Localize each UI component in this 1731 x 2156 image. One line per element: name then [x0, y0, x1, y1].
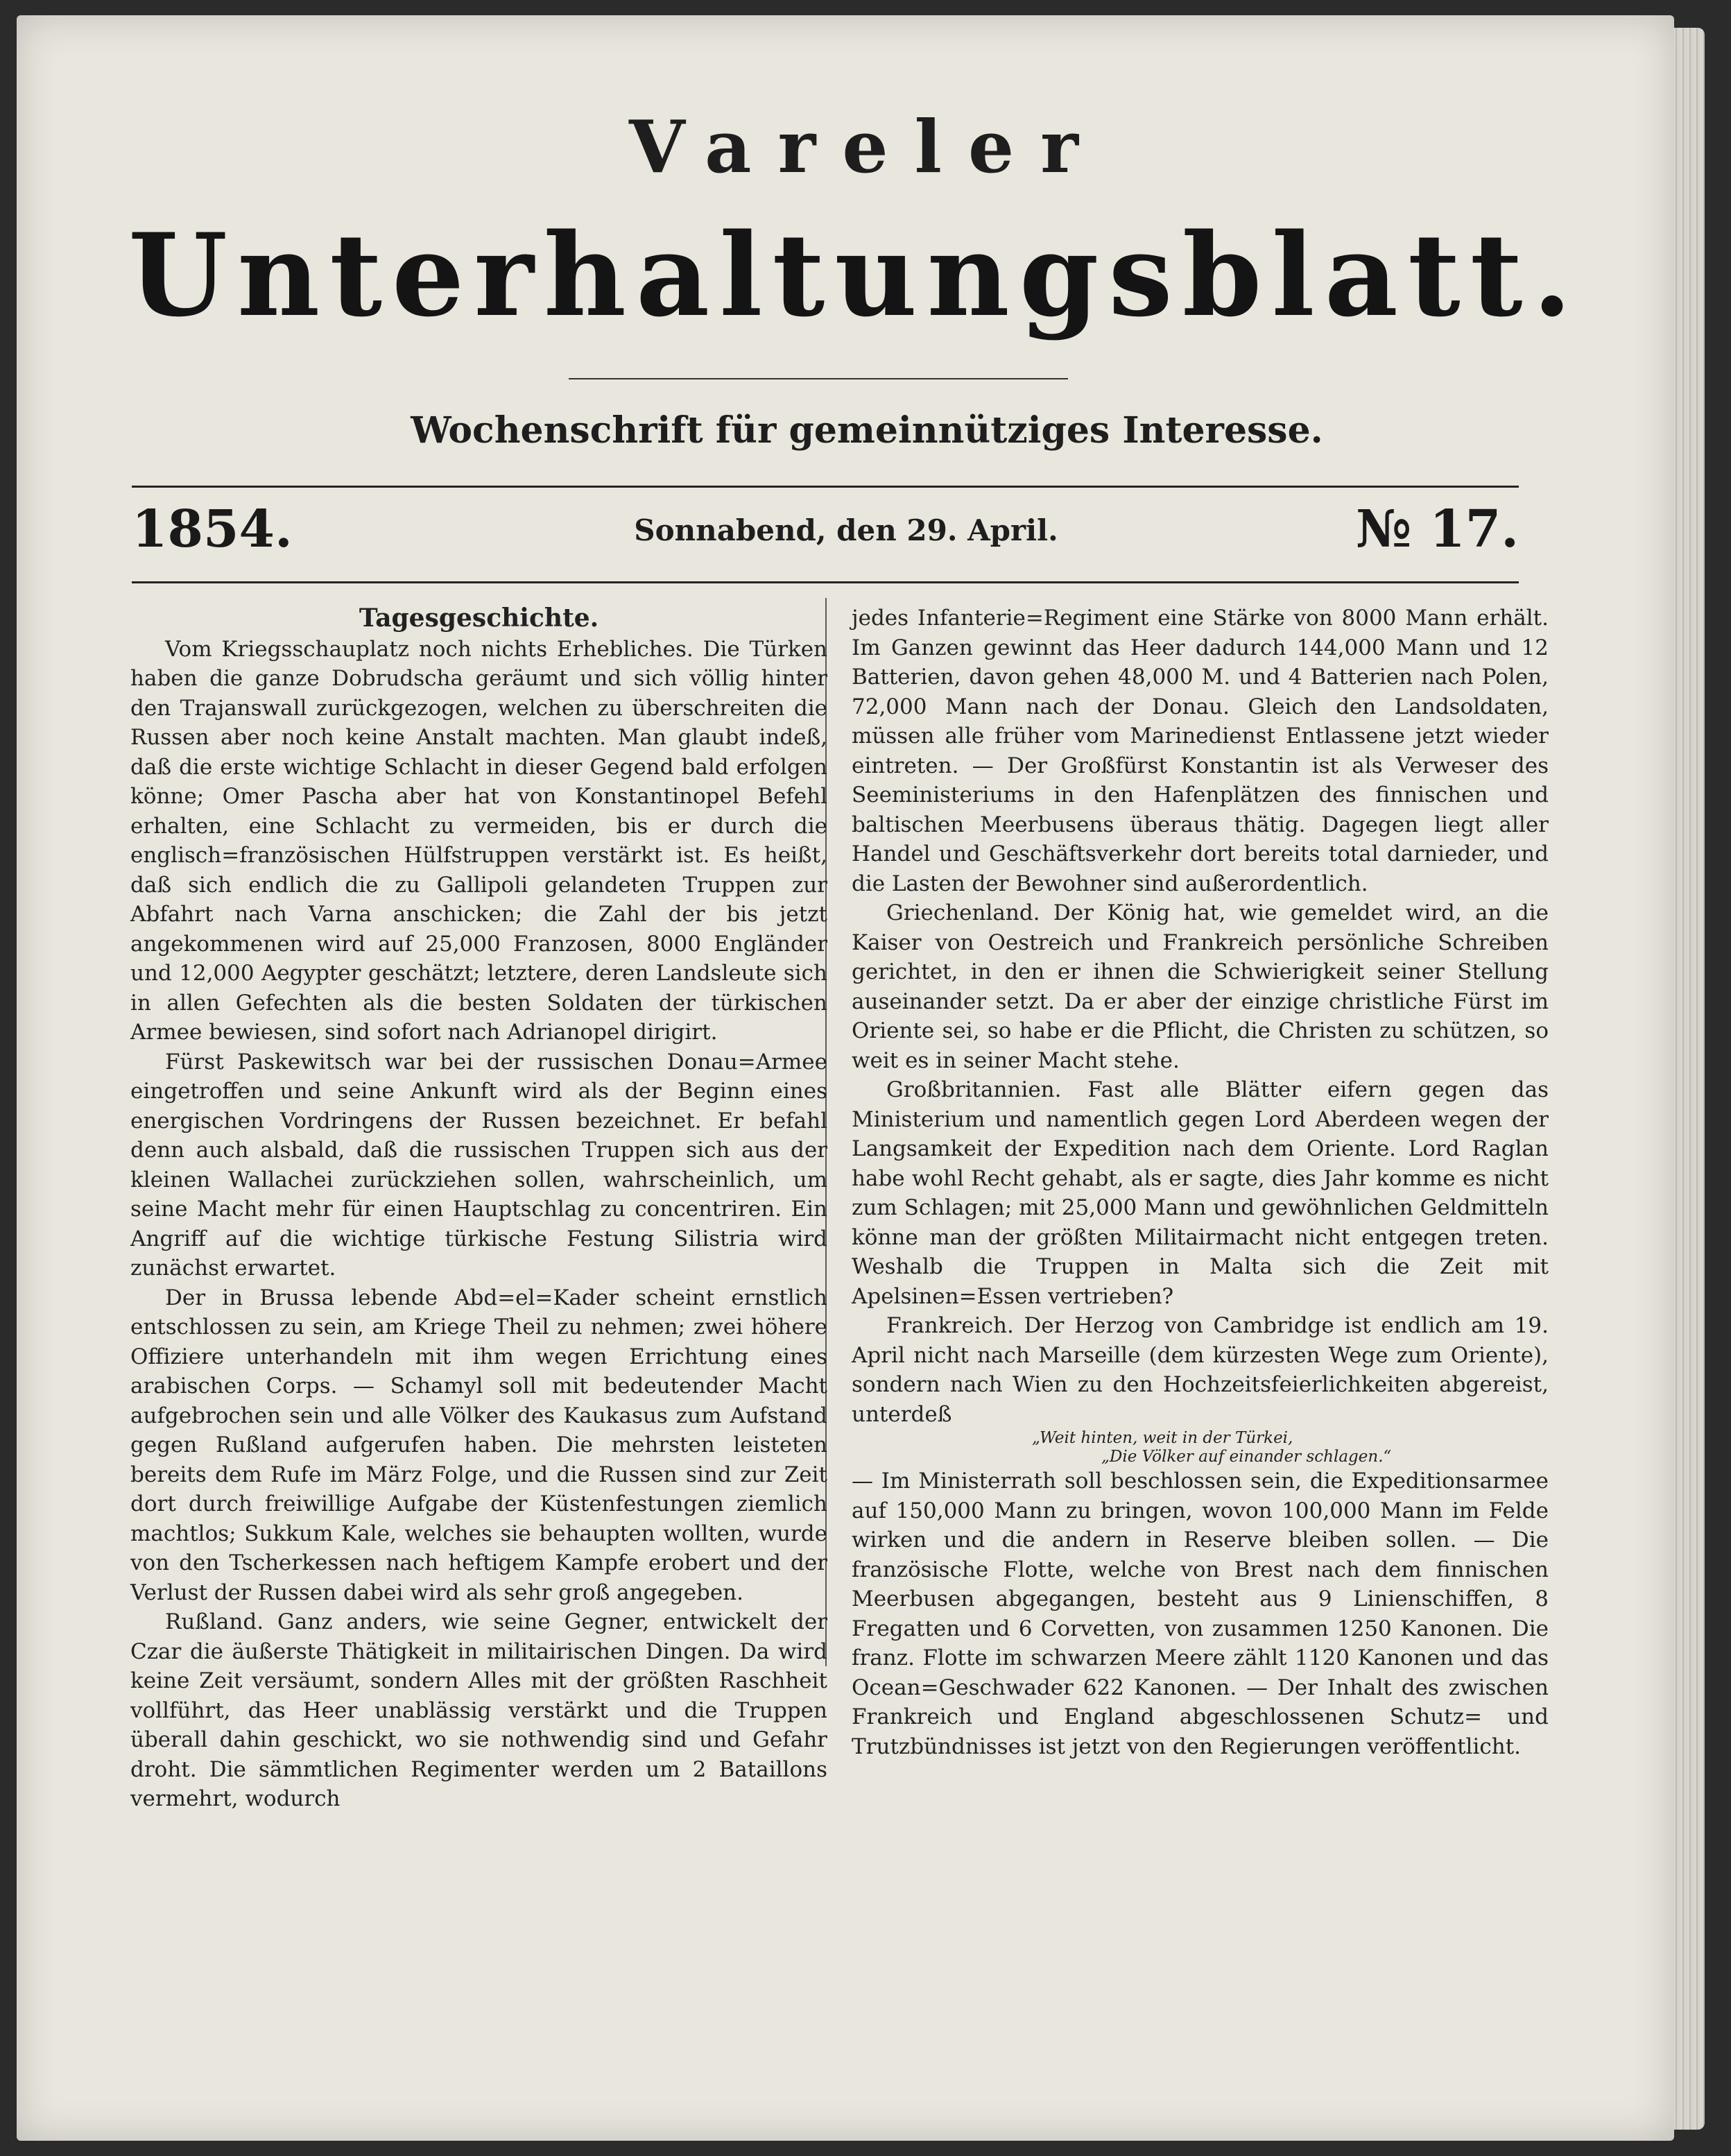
masthead-top: Vareler [629, 104, 1105, 189]
issue-year: 1854. [132, 499, 293, 559]
column-right [852, 604, 1549, 1761]
issue-date: Sonnabend, den 29. April. [634, 513, 1058, 547]
paragraph: Fürst Paskewitsch war bei der russischen Donau=Armee eingetroffen und seine Ankunft wird als der Beginn eines energischen Vordringens der Russen bezeichnet. Er befahl denn auch alsbald, daß die russischen Truppen sich aus der kleinen Wallachei zurückziehen sollen, wahrscheinlich, um seine Macht mehr für einen Hauptschlag zu concentriren. Ein Angriff auf die wichtige türkische Festung Silistria wird zunächst erwartet. [130, 1049, 827, 1281]
paragraph: Der in Brussa lebende Abd=el=Kader scheint ernstlich entschlossen zu sein, am Kriege Theil zu nehmen; zwei höhere Offiziere unterhandeln mit ihm wegen Errichtung eines arabischen Corps. — Schamyl soll mit bedeutender Macht aufgebrochen sein und alle Völker des Kaukasus zum Aufstand gegen Rußland aufgerufen haben. Die mehrsten leisteten bereits dem Rufe im März Folge, und die Russen sind zur Zeit dort durch freiwillige Aufgabe der Küstenfestungen ziemlich machtlos; Sukkum Kale, welches sie behaupten wollten, wurde von den Tscherkessen nach heftigem Kampfe erobert und der Verlust der Russen dabei wird als sehr groß angegeben. [130, 1285, 827, 1605]
paragraph: Rußland. Ganz anders, wie seine Gegner, entwickelt der Czar die äußerste Thätigkeit in militairischen Dingen. Da wird keine Zeit versäumt, sondern Alles mit der größten Raschheit vollführt, das Heer unablässig verstärkt und die Truppen überall dahin geschickt, wo sie nothwendig sind und Gefahr droht. Die sämmtlichen Regimenter werden um 2 Bataillons vermehrt, wodurch [130, 1609, 827, 1811]
masthead-subtitle: Wochenschrift für gemeinnütziges Interesse. [411, 409, 1323, 452]
masthead-title: Unterhaltungsblatt. [128, 208, 1582, 342]
header-rule-top [132, 486, 1519, 488]
paragraph: — Im Ministerrath soll beschlossen sein, die Expeditionsarmee auf 150,000 Mann zu bringen, wovon 100,000 Mann im Felde wirken und die andern in Reserve bleiben sollen. — Die französische Flotte, welche von Brest nach dem finnischen Meerbusen abgegangen, besteht aus 9 Linienschiffen, 8 Fregatten und 6 Corvetten, von zusammen 1250 Kanonen. Die franz. Flotte im schwarzen Meere zählt 1120 Kanonen und das Ocean=Geschwader 622 Kanonen. — Der Inhalt des zwischen Frankreich und England abgeschlossenen Schutz= und Trutzbündnisses ist jetzt von den Regierungen veröffentlicht. [852, 1469, 1549, 1759]
issue-number: № 17. [1356, 499, 1519, 559]
column-left [130, 604, 827, 1814]
paragraph: Großbritannien. Fast alle Blätter eifern gegen das Ministerium und namentlich gegen Lord Aberdeen wegen der Langsamkeit der Expedition nach dem Oriente. Lord Raglan habe wohl Recht gehabt, als er sagte, dies Jahr komme es nicht zum Schlagen; mit 25,000 Mann und gewöhnlichen Geldmitteln könne man der größten Militairmacht nicht entgegen treten. Weshalb die Truppen in Malta sich die Zeit mit Apelsinen=Essen vertrieben? [852, 1077, 1549, 1309]
paragraph: Vom Kriegsschauplatz noch nichts Erhebliches. Die Türken haben die ganze Dobrudscha geräumt und sich völlig hinter den Trajanswall zurückgezogen, welchen zu überschreiten die Russen aber noch keine Anstalt machten. Man glaubt indeß, daß die erste wichtige Schlacht in dieser Gegend bald erfolgen könne; Omer Pascha aber hat von Konstantinopel Befehl erhalten, eine Schlacht zu vermeiden, bis er durch die englisch=französischen Hülfstruppen verstärkt ist. Es heißt, daß sich endlich die zu Gallipoli gelandeten Truppen zur Abfahrt nach Varna anschicken; die Zahl der bis jetzt angekommenen wird auf 25,000 Franzosen, 8000 Engländer und 12,000 Aegypter geschätzt; letztere, deren Landsleute sich in allen Gefechten als die besten Soldaten der türkischen Armee bewiesen, sind sofort nach Adrianopel dirigirt. [130, 636, 827, 1045]
article-heading: Tagesgeschichte. [359, 604, 599, 633]
paragraph: Frankreich. Der Herzog von Cambridge ist endlich am 19. April nicht nach Marseille (dem kürzesten Wege zum Oriente), sondern nach Wien zu den Hochzeitsfeierlichkeiten abgereist, unterdeß [852, 1313, 1549, 1427]
verse-line: „Weit hinten, weit in der Türkei, [1032, 1429, 1293, 1447]
paragraph: jedes Infanterie=Regiment eine Stärke von 8000 Mann erhält. Im Ganzen gewinnt das Heer dadurch 144,000 Mann und 12 Batterien, davon gehen 48,000 M. und 4 Batterien nach Polen, 72,000 Mann nach der Donau. Gleich den Landsoldaten, müssen alle früher vom Marinedienst Entlassene jetzt wieder eintreten. — Der Großfürst Konstantin ist als Verweser des Seeministeriums in den Hafenplätzen des finnischen und baltischen Meerbusens überaus thätig. Dagegen liegt aller Handel und Geschäftsverkehr dort bereits total darnieder, und die Lasten der Bewohner sind außerordentlich. [852, 606, 1549, 896]
header-rule-bottom [132, 581, 1519, 583]
masthead-rule [569, 378, 1068, 379]
verse-line: „Die Völker auf einander schlagen.“ [1101, 1448, 1392, 1466]
paragraph: Griechenland. Der König hat, wie gemeldet wird, an die Kaiser von Oestreich und Frankreich persönliche Schreiben gerichtet, in den er ihnen die Schwierigkeit seiner Stellung auseinander setzt. Da er aber der einzige christliche Fürst im Oriente sei, so habe er die Pflicht, die Christen zu schützen, so weit es in seiner Macht stehe. [852, 900, 1549, 1073]
